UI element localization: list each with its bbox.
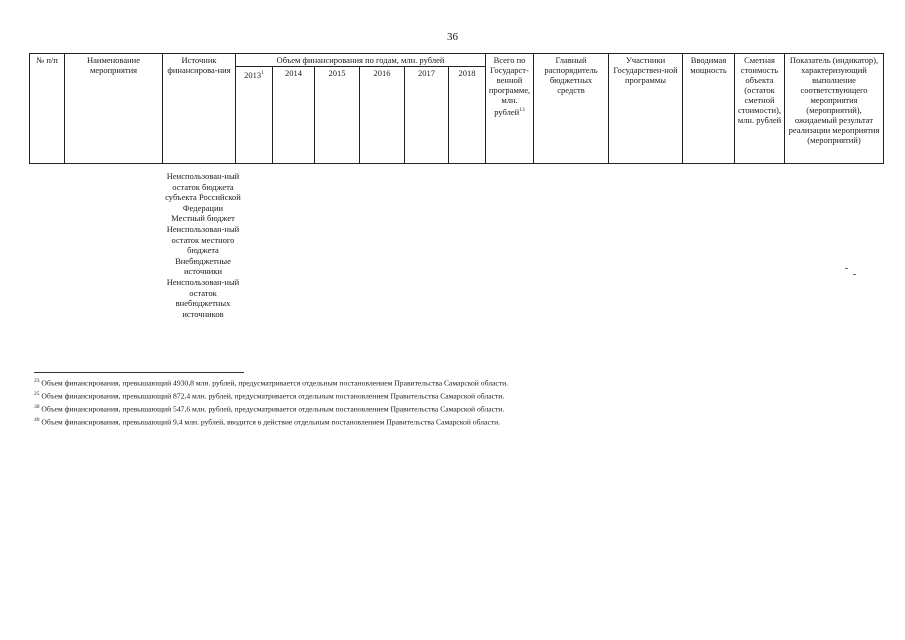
header-year xyxy=(449,67,486,164)
year-label: 2016 xyxy=(373,68,391,78)
page-number: 36 xyxy=(447,31,458,43)
header-total xyxy=(486,54,534,164)
year-label: 2015 xyxy=(328,68,346,78)
source-item: Неиспользован-ный остаток местного бюджета xyxy=(166,223,240,256)
footnote-text: Объем финансирования, превышающий 9,4 млн. рублей, вводится в действие отдельным постановлением Правительства Самарской области. xyxy=(41,417,501,427)
year-label: 2014 xyxy=(285,68,302,78)
footnote-mark: 23 xyxy=(34,378,40,384)
footnote-mark: 40 xyxy=(34,416,40,423)
source-item: Внебюджетные источники xyxy=(175,255,231,277)
header-indicator: Показатель (индикатор), характеризующий выполнение соответствующего мероприятия (мероприятий), ожидаемый результат реализации мероприятия (мероприятий) xyxy=(785,54,884,164)
footnote-text: Объем финансирования, превышающий 4930,8 млн. рублей, предусматривается отдельным постановлением Правительства Самарской области. xyxy=(41,378,509,388)
header-name: Наименование мероприятия xyxy=(65,54,163,164)
header-total-text: Всего по Государст-венной программе, млн. рублей xyxy=(488,55,531,117)
footnote-mark: 30 xyxy=(34,403,40,410)
footnote-divider xyxy=(34,372,244,373)
header-capacity: Вводимая мощность xyxy=(683,54,735,164)
header-year xyxy=(360,67,405,164)
footnote-text: Объем финансирования, превышающий 872,4 млн. рублей, предусматривается отдельным постановлением Правительства Самарской области. xyxy=(41,391,505,401)
footnote xyxy=(34,402,794,415)
footnote xyxy=(34,376,794,389)
header-year xyxy=(236,67,273,164)
scan-mark xyxy=(853,274,856,275)
header-year xyxy=(315,67,360,164)
source-item: Неиспользован-ный остаток внебюджетных источников xyxy=(166,276,240,319)
source-item: Неиспользован-ный остаток бюджета субъекта Российской Федерации xyxy=(165,171,241,213)
header-volume: Объем финансирования по годам, млн. рублей xyxy=(236,54,486,67)
footnotes xyxy=(34,376,794,428)
header-manager: Главный распорядитель бюджетных средств xyxy=(534,54,609,164)
year-sup: 1 xyxy=(261,70,264,76)
header-source: Источник финансирова-ния xyxy=(163,54,236,164)
source-list xyxy=(162,171,244,319)
header-cost: Сметная стоимость объекта (остаток сметной стоимости), млн. рублей xyxy=(735,54,785,164)
header-year xyxy=(273,67,315,164)
footnote xyxy=(34,415,794,428)
year-label: 2017 xyxy=(418,68,435,78)
scan-mark xyxy=(845,268,848,269)
header-year xyxy=(405,67,449,164)
header-participants: Участники Государствен-ной программы xyxy=(609,54,683,164)
footnote-text: Объем финансирования, превышающий 547,6 млн. рублей, предусматривается отдельным постановлением Правительства Самарской области. xyxy=(41,404,505,414)
year-label: 2018 xyxy=(458,68,476,78)
year-label: 2013 xyxy=(244,69,262,80)
source-item: Местный бюджет xyxy=(171,213,235,224)
footnote-mark: 25 xyxy=(34,390,40,397)
financing-table xyxy=(29,53,884,164)
footnote xyxy=(34,389,794,402)
header-total-sup: 13 xyxy=(519,107,525,113)
header-num: № п/п xyxy=(30,54,65,164)
